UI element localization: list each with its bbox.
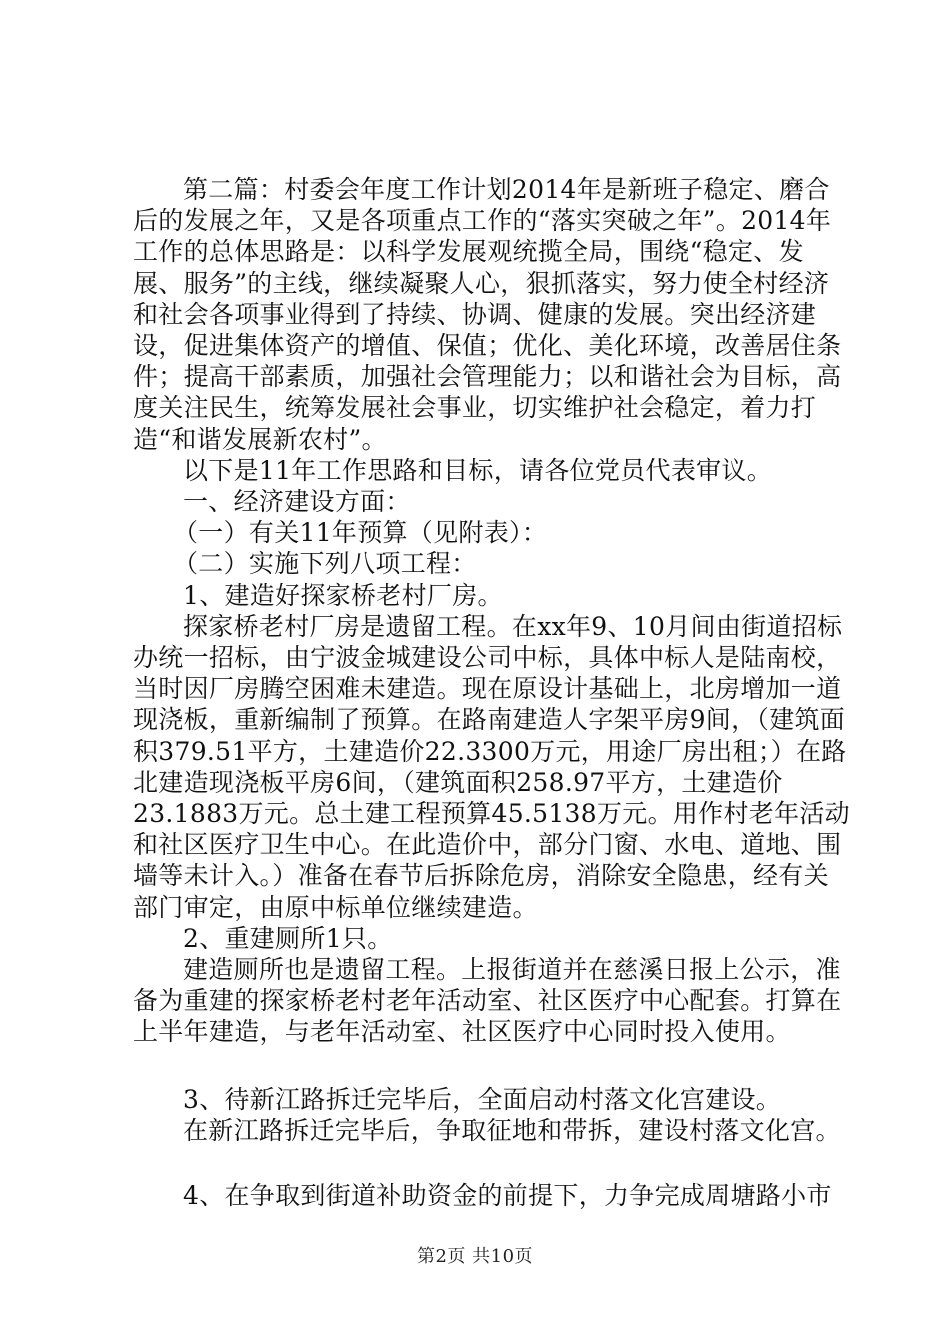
item-1-heading: 1、建造好探家桥老村厂房。 <box>183 580 503 610</box>
item-4-heading: 4、在争取到街道补助资金的前提下，力争完成周塘路小市 <box>183 1181 832 1211</box>
item-3-heading: 3、待新江路拆迁完毕后，全面启动村落文化宫建设。 <box>183 1084 782 1114</box>
item-1-body: 探家桥老村厂房是遗留工程。在xx年9、10月间由街道招标办统一招标，由宁波金城建设公司中标，具体中标人是陆南校，当时因厂房腾空困难未建造。现在原设计基础上，北房增加一道现浇板，重新编制了预算。在路南建造人字架平房9间，（建筑面积379.51平方，土建造价22.3300万元，用途厂房出租；）在路北建造现浇板平房6间，（建筑面积258.97平方，土建造价23.1883万元。总土建工程预算45.5138万元。用作村老年活动和社区医疗卫生中心。在此造价中，部分门窗、水电、道地、围墙等未计入。）准备在春节后拆除危房，消除安全隐患，经有关部门审定，由原中标单位继续建造。 <box>133 611 850 922</box>
item-2-heading: 2、重建厕所1只。 <box>183 923 393 953</box>
item-3-body: 在新江路拆迁完毕后，争取征地和带拆，建设村落文化宫。 <box>183 1115 841 1145</box>
paragraph-intro: 第二篇：村委会年度工作计划2014年是新班子稳定、磨合后的发展之年，又是各项重点工作的“落实突破之年”。2014年工作的总体思路是：以科学发展观统揽全局，围绕“稳定、发展、服务”的主线，继续凝聚人心，狠抓落实，努力使全村经济和社会各项事业得到了持续、协调、健康的发展。突出经济建设，促进集体资产的增值、保值；优化、美化环境，改善居住条件；提高干部素质，加强社会管理能力；以和谐社会为目标，高度关注民生，统筹发展社会事业，切实维护社会稳定，着力打造“和谐发展新农村”。 <box>133 175 842 454</box>
page-footer: 第2页 共10页 <box>416 1246 534 1267</box>
subheading-budget: （一）有关11年预算（见附表）： <box>173 518 548 548</box>
subheading-projects: （二）实施下列八项工程： <box>173 549 477 579</box>
heading-economic: 一、经济建设方面： <box>183 487 411 517</box>
paragraph-gap <box>133 1146 853 1180</box>
document-body <box>133 174 853 1211</box>
paragraph-summary: 以下是11年工作思路和目标，请各位党员代表审议。 <box>183 455 773 485</box>
item-2-body: 建造厕所也是遗留工程。上报街道并在慈溪日报上公示，准备为重建的探家桥老村老年活动室、社区医疗中心配套。打算在上半年建造，与老年活动室、社区医疗中心同时投入使用。 <box>133 955 842 1047</box>
paragraph-gap <box>133 1048 853 1084</box>
